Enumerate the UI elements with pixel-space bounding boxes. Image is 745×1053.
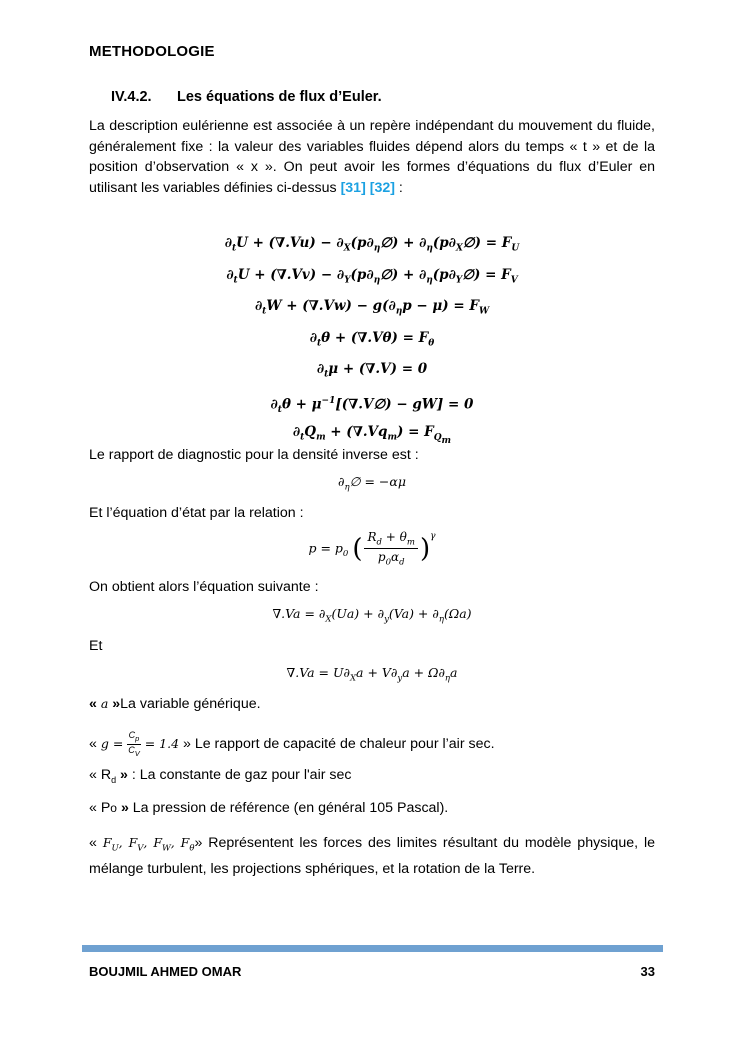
equation-6: $\partial_t\theta$ + $\mu^{-1}[(\nabla.V\emptyset) - gW] = 0$	[270, 395, 474, 415]
intro-paragraph	[89, 116, 655, 198]
equation-2: $\partial_tU + (\nabla.Vv)$ − $\partial_Y(p\partial_\eta\emptyset)$ + $\partial_\eta(p\partial_Y\emptyset) = F_V$	[226, 266, 518, 286]
diagnostic-label: Le rapport de diagnostic pour la densité inverse est :	[89, 447, 419, 463]
intro-text: La description eulérienne est associée à un repère indépendant du mouvement du fluide, généralement fixe : la valeur des variables fluides dépend alors du temps « t » et de la position d’observation « x ». On peut avoir les formes d’équations du flux d’Euler en utilisant les variables définies ci-dessus	[89, 118, 655, 196]
section-title: Les équations de flux d’Euler.	[177, 89, 382, 105]
equation-5: $\partial_t\mu + (\nabla.V) = 0$	[316, 361, 428, 380]
definition-a-text: La variable générique.	[120, 696, 261, 712]
definition-a: « a »La variable générique.	[89, 696, 261, 712]
definition-rd: « $R_d$ » : La constante de gaz pour l'air sec	[89, 767, 352, 785]
equation-4: $\partial_t\theta + (\nabla.V\theta) = F_\theta$	[309, 329, 435, 349]
section-heading	[111, 89, 382, 105]
equation-7: $\partial_tQ_m + (\nabla.Vq_m) = F_{Q_m}$	[292, 424, 452, 446]
page-header-title: METHODOLOGIE	[89, 43, 215, 60]
equation-1: $\partial_tU + (\nabla.Vu)$ − $\partial_X(p\partial_\eta\emptyset)$ + $\partial_\eta(p\partial_X\emptyset) = F_U$	[224, 235, 520, 254]
definition-rd-text: : La constante de gaz pour l'air sec	[127, 767, 352, 783]
following-label: On obtient alors l’équation suivante :	[89, 579, 319, 595]
diagnostic-formula: $\partial_\eta\emptyset = -\alpha\mu$	[338, 474, 406, 493]
definition-po-text: La pression de référence (en général 105 Pascal).	[128, 800, 449, 816]
definition-g-text: » Le rapport de capacité de chaleur pour l’air sec.	[183, 736, 495, 753]
et-label: Et	[89, 638, 103, 654]
et-formula: $\nabla.Va = U\partial_Xa + V\partial_ya + \Omega\partial_\eta a$	[286, 665, 458, 684]
definition-forces: « $F_U$, $F_V$, $F_W$, $F_\theta$» Représentent les forces des limites résultant du modèle physique, le mélange turbulent, les projections sphériques, et la rotation de la Terre.	[89, 835, 655, 877]
citation-link[interactable]: [31] [32]	[340, 179, 395, 196]
definition-forces-text: » Représentent les forces des limites résultant du modèle physique, le mélange turbulent, les projections sphériques, et la rotation de la Terre.	[89, 835, 655, 877]
intro-tail: :	[394, 179, 403, 196]
state-formula: $p = p_0$ ( $\frac{R_d + \theta_m}{p_0\alpha_d}$ )$^\gamma$	[308, 530, 436, 568]
definition-po: « Po » La pression de référence (en général 105 Pascal).	[89, 800, 449, 816]
section-number: IV.4.2.	[111, 89, 152, 105]
page-number: 33	[640, 964, 655, 979]
footer-divider	[82, 945, 663, 952]
euler-equations	[89, 228, 655, 449]
equation-3: $\partial_tW + (\nabla.Vw) - g(\partial_\eta p - \mu) = F_W$	[254, 298, 490, 317]
state-label: Et l’équation d’état par la relation :	[89, 505, 304, 521]
footer-author: BOUJMIL AHMED OMAR	[89, 964, 242, 979]
following-formula: $\nabla.Va = \partial_X(Ua) + \partial_y(Va) + \partial_\eta(\Omega a)$	[272, 606, 472, 625]
definition-g-value: = 1.4	[144, 736, 180, 752]
definition-g: « g = $\frac{C_p}{C_V}$ = 1.4 » Le rapport de capacité de chaleur pour l’air sec.	[89, 730, 495, 758]
